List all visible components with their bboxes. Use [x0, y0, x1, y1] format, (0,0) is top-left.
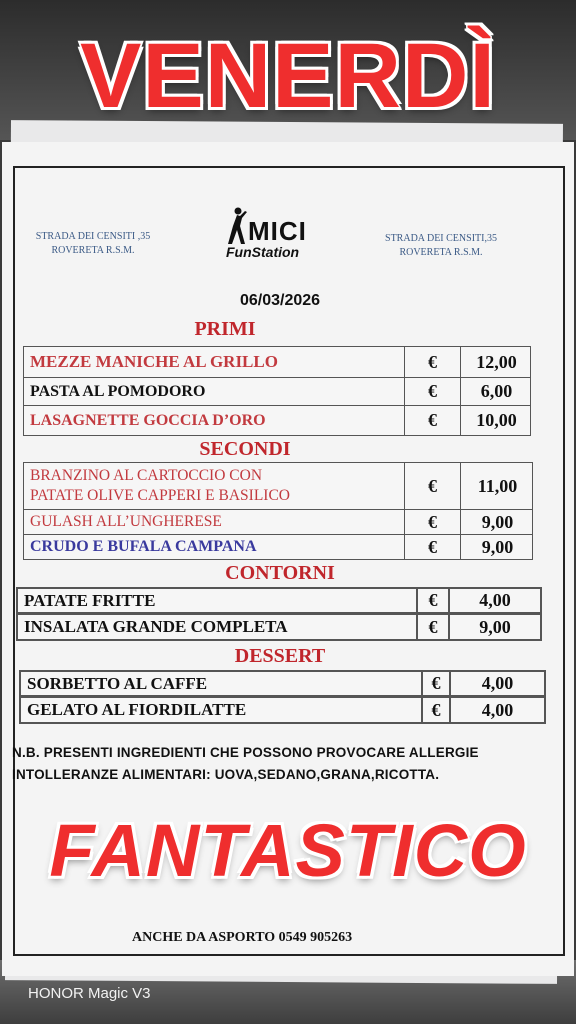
section-title-primi: PRIMI: [194, 318, 256, 340]
currency-symbol: €: [416, 589, 448, 612]
logo-text: MICI: [248, 216, 307, 246]
item-name: SORBETTO AL CAFFE: [27, 673, 208, 693]
item-price: 4,00: [448, 589, 540, 612]
takeaway-phone: ANCHE DA ASPORTO 0549 905263: [132, 930, 353, 945]
allergy-note-line1: N.B. PRESENTI INGREDIENTI CHE POSSONO PROVOCARE ALLERGIE: [12, 745, 479, 760]
item-name: LASAGNETTE GOCCIA D’ORO: [30, 411, 266, 429]
item-name: [24, 463, 404, 509]
address-right-street: STRADA DEI CENSITI,35: [385, 233, 497, 244]
amici-logo: [222, 206, 336, 262]
section-title-secondi: SECONDI: [199, 438, 291, 460]
item-name: MEZZE MANICHE AL GRILLO: [30, 352, 278, 371]
menu-row: [16, 587, 542, 614]
item-price: 11,00: [460, 463, 534, 509]
currency-symbol: €: [404, 463, 460, 509]
allergy-note-line2: INTOLLERANZE ALIMENTARI: UOVA,SEDANO,GRANA,RICOTTA.: [12, 767, 440, 782]
item-name: PATATE FRITTE: [24, 590, 156, 610]
menu-row: [23, 346, 531, 378]
overlay-title-middle: FANTASTICO: [49, 809, 527, 892]
currency-symbol: €: [404, 510, 460, 534]
item-price: 4,00: [449, 698, 544, 722]
item-price: 9,00: [460, 535, 534, 559]
item-name: CRUDO E BUFALA CAMPANA: [30, 538, 257, 555]
dancer-figure-icon: [224, 206, 248, 246]
overlay-title-top: VENERDÌ: [80, 25, 496, 127]
item-name-line2: PATATE OLIVE CAPPERI E BASILICO: [30, 487, 290, 504]
item-name: INSALATA GRANDE COMPLETA: [24, 617, 288, 636]
currency-symbol: €: [404, 378, 460, 405]
item-price: 6,00: [460, 378, 532, 405]
menu-row: [23, 405, 531, 436]
currency-symbol: €: [404, 535, 460, 559]
currency-symbol: €: [404, 347, 460, 377]
address-left: [18, 230, 168, 258]
item-price: 10,00: [460, 406, 532, 435]
address-left-street: STRADA DEI CENSITI ,35: [35, 231, 151, 242]
menu-row: [23, 377, 531, 406]
address-right: [366, 232, 516, 260]
currency-symbol: €: [421, 698, 449, 722]
currency-symbol: €: [416, 615, 448, 639]
item-price: 4,00: [449, 672, 544, 695]
item-price: 9,00: [460, 510, 534, 534]
currency-symbol: €: [404, 406, 460, 435]
item-name: PASTA AL POMODORO: [30, 382, 206, 400]
menu-row: [16, 613, 542, 641]
address-left-city: ROVERETA R.S.M.: [51, 245, 135, 256]
menu-date: 06/03/2026: [239, 292, 321, 309]
currency-symbol: €: [421, 672, 449, 695]
item-price: 12,00: [460, 347, 532, 377]
logo-subtitle: FunStation: [226, 244, 300, 260]
address-right-city: ROVERETA R.S.M.: [399, 247, 483, 258]
camera-watermark: HONOR Magic V3: [28, 985, 151, 1002]
section-title-contorni: CONTORNI: [225, 562, 335, 584]
menu-row: [19, 696, 546, 724]
item-price: 9,00: [448, 615, 540, 639]
item-name: GULASH ALL’UNGHERESE: [30, 513, 222, 530]
menu-row: [23, 534, 533, 560]
menu-row: [19, 670, 546, 697]
item-name-line1: BRANZINO AL CARTOCCIO CON: [30, 467, 263, 484]
item-name: GELATO AL FIORDILATTE: [27, 700, 247, 719]
section-title-dessert: DESSERT: [234, 645, 326, 667]
menu-row: [23, 462, 533, 510]
menu-row: [23, 509, 533, 535]
